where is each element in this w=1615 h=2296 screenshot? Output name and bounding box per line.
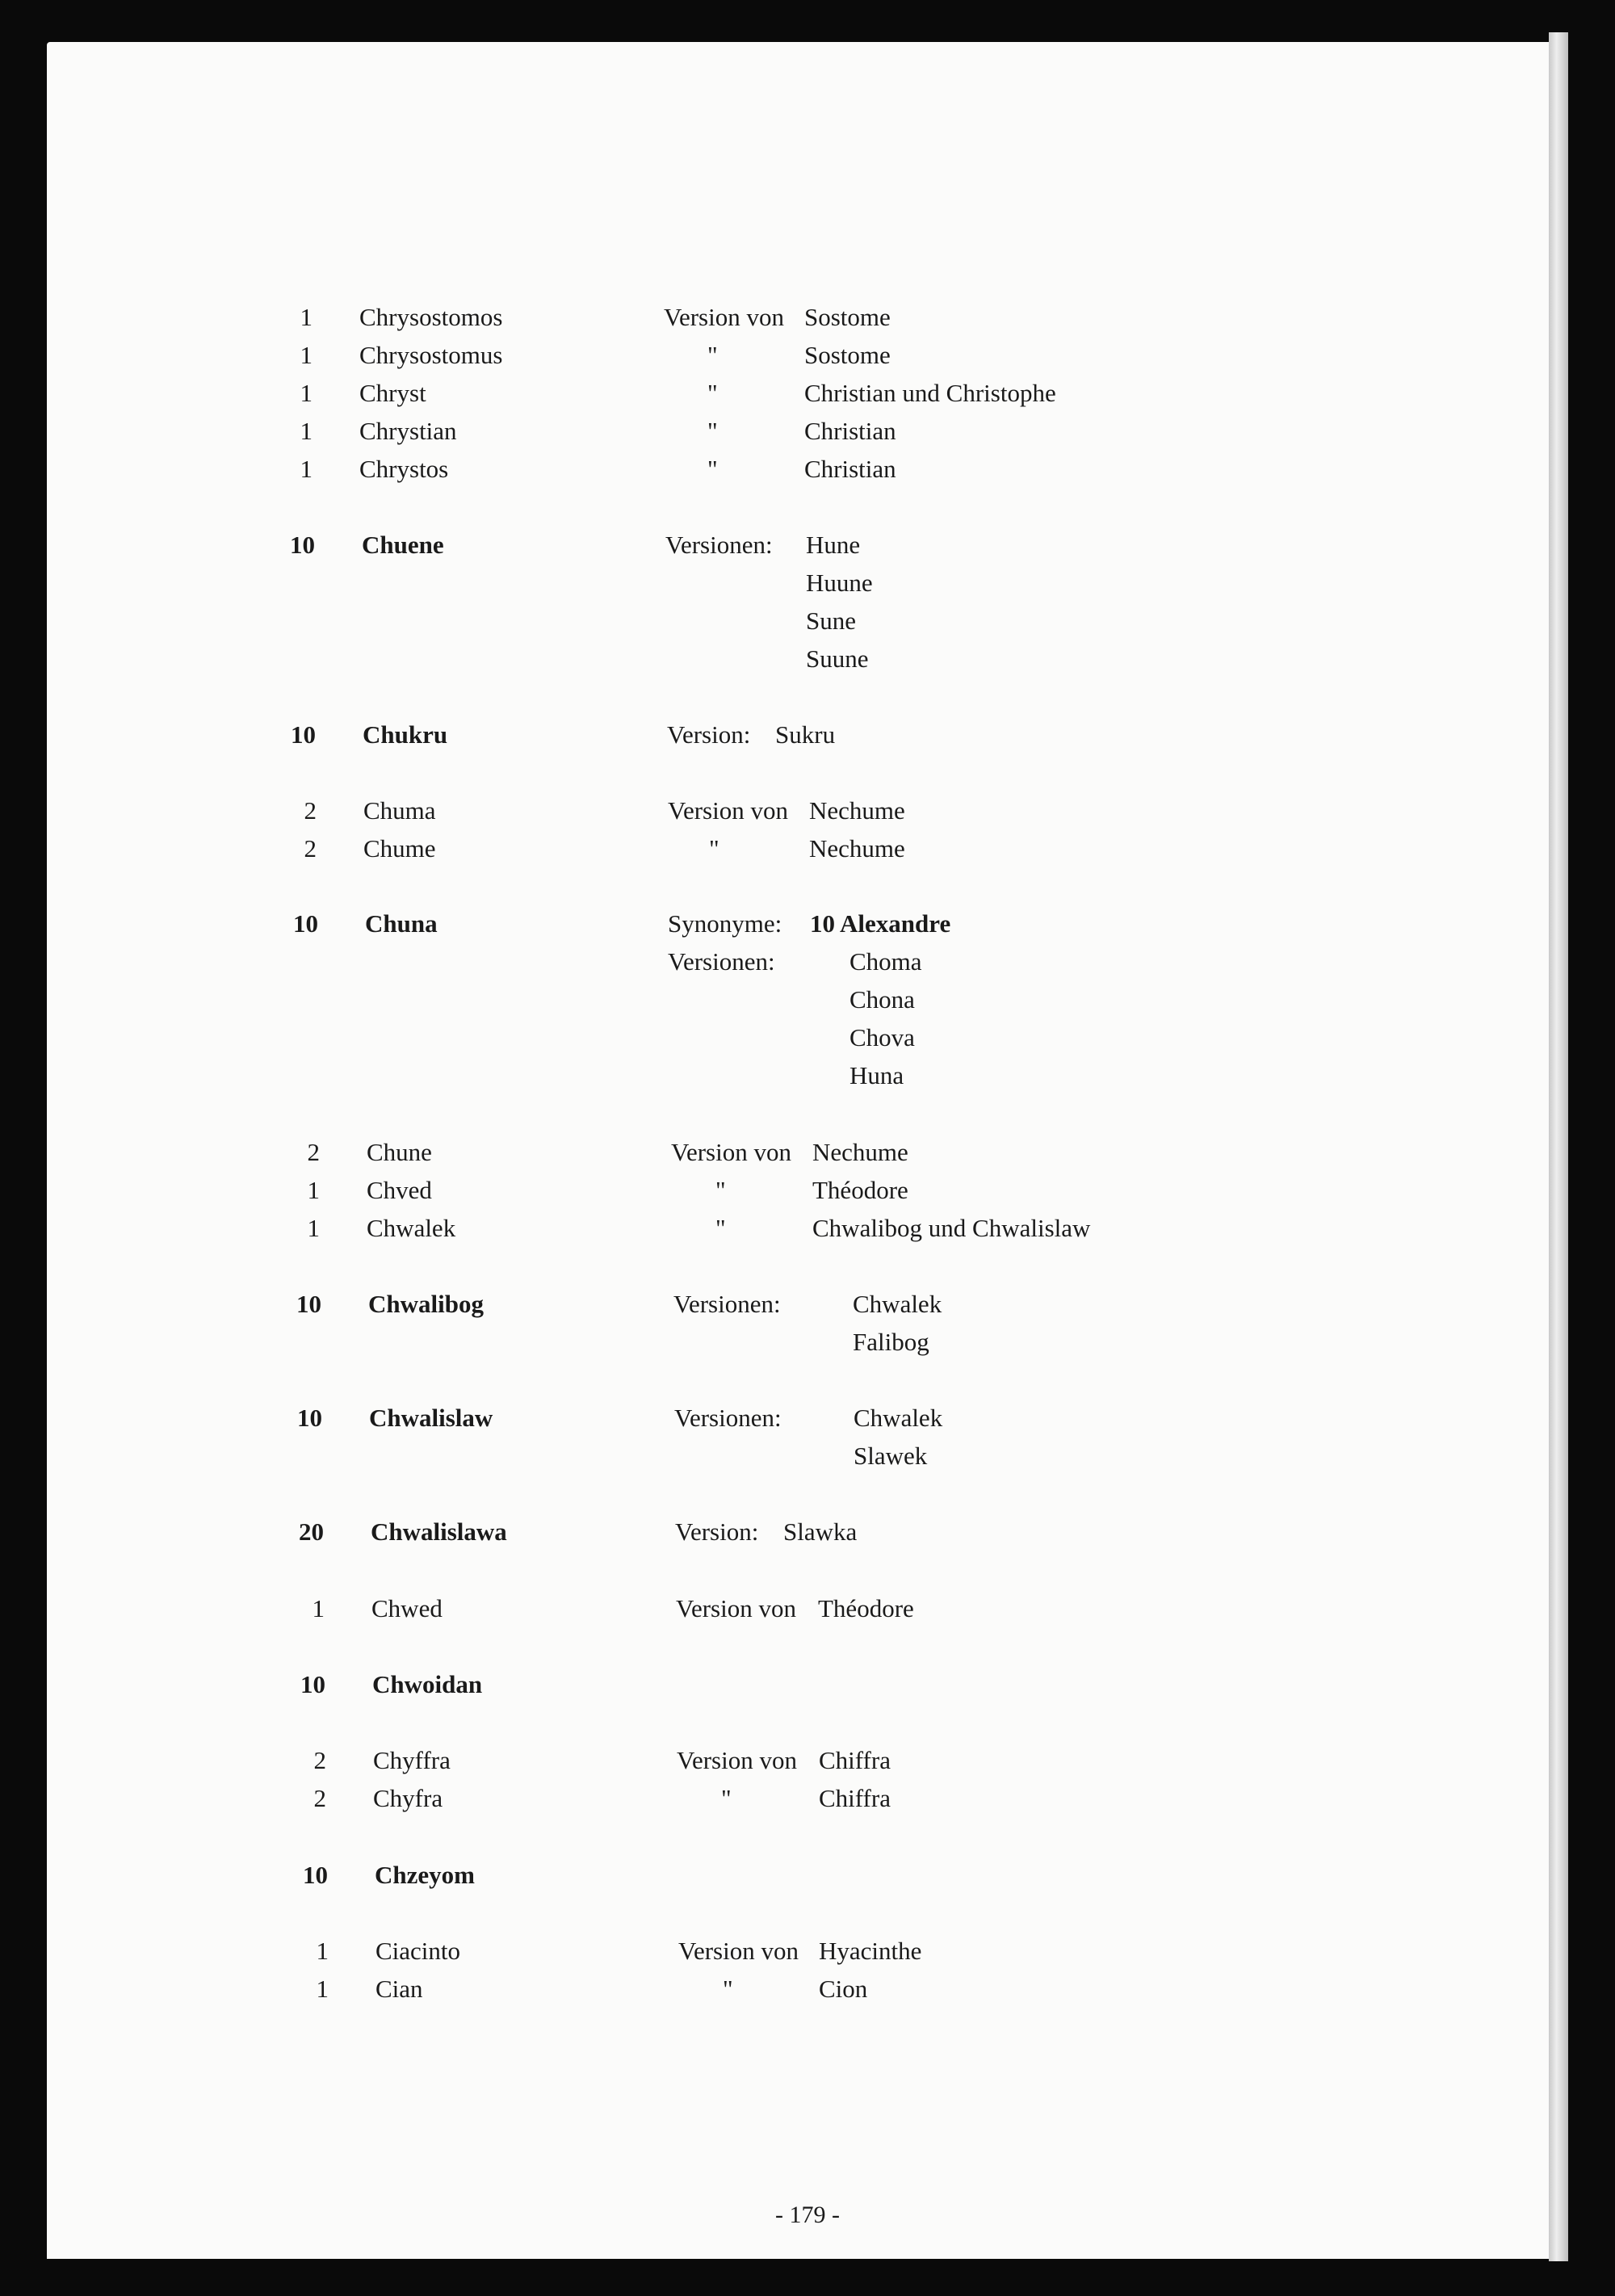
entry-row xyxy=(0,1404,1615,1444)
entry-frequency: 10 xyxy=(303,1861,328,1889)
entry-relation-label: Version von xyxy=(671,1138,791,1166)
entry-name: Chume xyxy=(363,834,436,863)
entry-frequency: 2 xyxy=(307,1138,320,1166)
entry-relation-label: Version von xyxy=(676,1594,796,1622)
entry-relation-value: Suune xyxy=(806,644,869,673)
entry-name: Ciacinto xyxy=(375,1937,461,1965)
entry-frequency: 2 xyxy=(313,1784,326,1812)
entry-frequency: 1 xyxy=(307,1214,320,1242)
entry-relation-value: Sukru xyxy=(775,720,836,749)
entry-frequency: 10 xyxy=(290,531,315,559)
entry-relation-label: " xyxy=(721,1784,732,1812)
entry-relation-value: Christian xyxy=(804,455,896,483)
entry-frequency: 2 xyxy=(304,796,317,825)
entry-name: Chuma xyxy=(363,796,436,825)
entry-name: Chwalislaw xyxy=(369,1404,493,1432)
entry-relation-value: Christian xyxy=(804,417,896,445)
entry-name: Chrysostomus xyxy=(359,341,503,369)
entry-name: Chuna xyxy=(365,909,438,938)
entry-row xyxy=(0,303,1615,343)
entry-row xyxy=(0,607,1615,647)
entry-relation-value: Chwalibog und Chwalislaw xyxy=(812,1214,1091,1242)
entry-relation-value: Sune xyxy=(806,607,856,635)
entry-name: Chrystos xyxy=(359,455,449,483)
entry-relation-value: Huune xyxy=(806,569,873,597)
entry-row xyxy=(0,379,1615,419)
entry-row xyxy=(0,1023,1615,1064)
entry-relation-value: Slawka xyxy=(783,1517,858,1546)
entry-relation-value: Nechume xyxy=(809,834,905,863)
entry-relation-value: Chwalek xyxy=(854,1404,943,1432)
entry-relation-value: Sostome xyxy=(804,341,891,369)
entry-row xyxy=(0,1784,1615,1824)
entry-name: Chwalek xyxy=(367,1214,456,1242)
entry-relation-value: Slawek xyxy=(854,1442,928,1470)
entry-name: Cian xyxy=(375,1975,423,2003)
entry-row xyxy=(0,569,1615,609)
entry-relation-label: " xyxy=(707,455,718,483)
entry-relation-label: " xyxy=(709,834,719,863)
entry-row xyxy=(0,1937,1615,1977)
entry-row xyxy=(0,1290,1615,1330)
entry-name: Chyfra xyxy=(373,1784,443,1812)
entry-relation-value: Nechume xyxy=(809,796,905,825)
entry-name: Chzeyom xyxy=(375,1861,475,1889)
entry-relation-label: " xyxy=(707,379,718,407)
entry-relation-value: Falibog xyxy=(853,1328,929,1356)
entry-row xyxy=(0,1176,1615,1216)
entry-relation-value: Christian und Christophe xyxy=(804,379,1056,407)
entry-name: Chrysostomos xyxy=(359,303,503,331)
entry-relation-value: Cion xyxy=(819,1975,868,2003)
entry-relation-value: Hyacinthe xyxy=(819,1937,922,1965)
entry-name: Chukru xyxy=(363,720,448,749)
entry-row xyxy=(0,417,1615,457)
entry-frequency: 10 xyxy=(296,1290,321,1318)
entry-row xyxy=(0,720,1615,761)
entry-name: Chyffra xyxy=(373,1746,451,1774)
entry-relation-label: Version: xyxy=(667,720,751,749)
entry-frequency: 1 xyxy=(300,379,313,407)
entry-relation-label: " xyxy=(707,417,718,445)
entry-row xyxy=(0,1061,1615,1102)
entry-row xyxy=(0,985,1615,1026)
entry-row xyxy=(0,1975,1615,2015)
entry-frequency: 1 xyxy=(316,1937,329,1965)
entry-row xyxy=(0,909,1615,950)
entry-frequency: 10 xyxy=(291,720,316,749)
entry-row xyxy=(0,531,1615,571)
entry-relation-value: Chona xyxy=(849,985,915,1014)
entry-row xyxy=(0,1861,1615,1901)
entry-relation-label: Versionen: xyxy=(674,1404,782,1432)
entry-frequency: 1 xyxy=(307,1176,320,1204)
entry-relation-value: Choma xyxy=(849,947,922,976)
entry-relation-label: Version von xyxy=(678,1937,799,1965)
entry-name: Chwed xyxy=(371,1594,443,1622)
entry-frequency: 1 xyxy=(300,303,313,331)
entry-row xyxy=(0,1442,1615,1482)
entry-relation-value: Chova xyxy=(849,1023,915,1051)
entry-row xyxy=(0,455,1615,495)
entry-name: Chwalibog xyxy=(368,1290,484,1318)
entry-row xyxy=(0,1328,1615,1368)
entry-relation-value: Théodore xyxy=(812,1176,908,1204)
entry-frequency: 20 xyxy=(299,1517,324,1546)
entry-name: Chwalislawa xyxy=(371,1517,507,1546)
entry-relation-label: Version: xyxy=(675,1517,759,1546)
entry-row xyxy=(0,947,1615,988)
entry-row xyxy=(0,1214,1615,1254)
entry-relation-label: " xyxy=(715,1176,726,1204)
entry-relation-label: " xyxy=(723,1975,733,2003)
entry-relation-value: Hune xyxy=(806,531,861,559)
entry-name: Chuene xyxy=(362,531,444,559)
entry-relation-label: Version von xyxy=(668,796,788,825)
entry-row xyxy=(0,796,1615,837)
entry-row xyxy=(0,1138,1615,1178)
entry-name: Chryst xyxy=(359,379,426,407)
entry-relation-label: Versionen: xyxy=(668,947,775,976)
entry-frequency: 10 xyxy=(297,1404,322,1432)
entry-name: Chune xyxy=(367,1138,432,1166)
entry-name: Chved xyxy=(367,1176,432,1204)
entry-frequency: 2 xyxy=(313,1746,326,1774)
entry-relation-label: Version von xyxy=(664,303,784,331)
entry-relation-label: Versionen: xyxy=(673,1290,781,1318)
entry-frequency: 1 xyxy=(316,1975,329,2003)
entry-relation-value: Chiffra xyxy=(819,1784,891,1812)
entry-row xyxy=(0,644,1615,685)
entry-relation-value: Chwalek xyxy=(853,1290,942,1318)
entry-relation-value: Nechume xyxy=(812,1138,908,1166)
entry-relation-label: Version von xyxy=(677,1746,797,1774)
entry-relation-label: " xyxy=(707,341,718,369)
entry-relation-value: Chiffra xyxy=(819,1746,891,1774)
entry-row xyxy=(0,834,1615,875)
entry-frequency: 1 xyxy=(300,455,313,483)
entry-row xyxy=(0,1670,1615,1710)
entry-frequency: 1 xyxy=(300,341,313,369)
entry-relation-label: Synonyme: xyxy=(668,909,782,938)
entry-frequency: 10 xyxy=(300,1670,325,1698)
entry-relation-value: 10 Alexandre xyxy=(810,909,951,938)
entry-relation-label: Versionen: xyxy=(665,531,773,559)
entry-name: Chwoidan xyxy=(372,1670,483,1698)
entry-frequency: 10 xyxy=(293,909,318,938)
entry-row xyxy=(0,341,1615,381)
entry-row xyxy=(0,1517,1615,1558)
entry-frequency: 1 xyxy=(300,417,313,445)
entry-frequency: 2 xyxy=(304,834,317,863)
entry-row xyxy=(0,1594,1615,1635)
page-number: - 179 - xyxy=(775,2202,840,2228)
entry-frequency: 1 xyxy=(312,1594,325,1622)
entry-relation-value: Théodore xyxy=(818,1594,914,1622)
entry-row xyxy=(0,1746,1615,1786)
entry-relation-label: " xyxy=(715,1214,726,1242)
entry-relation-value: Huna xyxy=(849,1061,904,1089)
entry-relation-value: Sostome xyxy=(804,303,891,331)
entry-name: Chrystian xyxy=(359,417,457,445)
